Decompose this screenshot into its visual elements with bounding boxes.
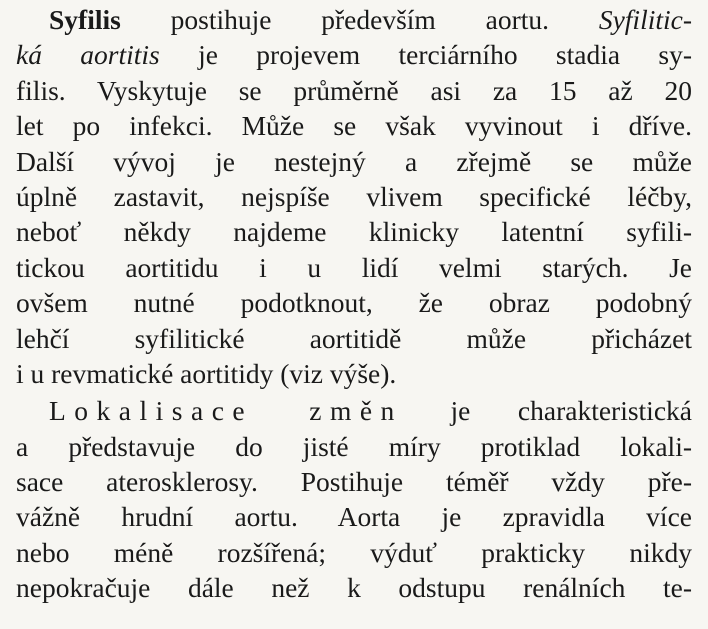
text-line: tickou aortitidu i u lidí velmi starých. Je	[16, 251, 692, 283]
text-segment: je charakteristická	[402, 395, 692, 427]
text-line: sace aterosklerosy. Postihuje téměř vždy pře-	[16, 466, 692, 498]
text-line	[16, 393, 692, 428]
italic-term: Syfilitic-	[598, 4, 692, 35]
spaced-term: Lokalisace změn	[49, 395, 403, 427]
bold-term: Syfilis	[49, 4, 121, 35]
text-line: ovšem nutné podotknout, že obraz podobný	[16, 287, 692, 319]
text-line: nepokračuje dále než k odstupu renálních te-	[16, 572, 692, 604]
body-text	[16, 2, 692, 606]
text-line: i u revmatické aortitidy (viz výše).	[16, 357, 397, 389]
text-line: nebo méně rozšířená; výduť prakticky nikdy	[16, 536, 692, 568]
italic-term: ká aortitis	[16, 39, 160, 71]
text-line: let po infekci. Může se však vyvinout i dříve.	[16, 110, 692, 142]
text-line: vážně hrudní aortu. Aorta je zpravidla více	[16, 501, 692, 533]
text-line	[16, 37, 692, 72]
text-line: a představuje do jisté míry protiklad lokali-	[16, 430, 692, 462]
text-segment: postihuje především aortu.	[120, 4, 599, 35]
paragraph-syfilis	[16, 2, 692, 391]
text-line: neboť někdy najdeme klinicky latentní syfili-	[16, 216, 692, 248]
paragraph-lokalisace	[16, 393, 692, 605]
text-line: filis. Vyskytuje se průměrně asi za 15 až 20	[16, 74, 692, 106]
text-line: lehčí syfilitické aortitidě může přicházet	[16, 322, 692, 354]
text-line: Další vývoj je nestejný a zřejmě se může	[16, 145, 692, 177]
text-segment: je projevem terciárního stadia sy-	[159, 39, 692, 71]
text-line: úplně zastavit, nejspíše vlivem specifické léčby,	[16, 180, 692, 212]
text-line	[16, 2, 692, 37]
